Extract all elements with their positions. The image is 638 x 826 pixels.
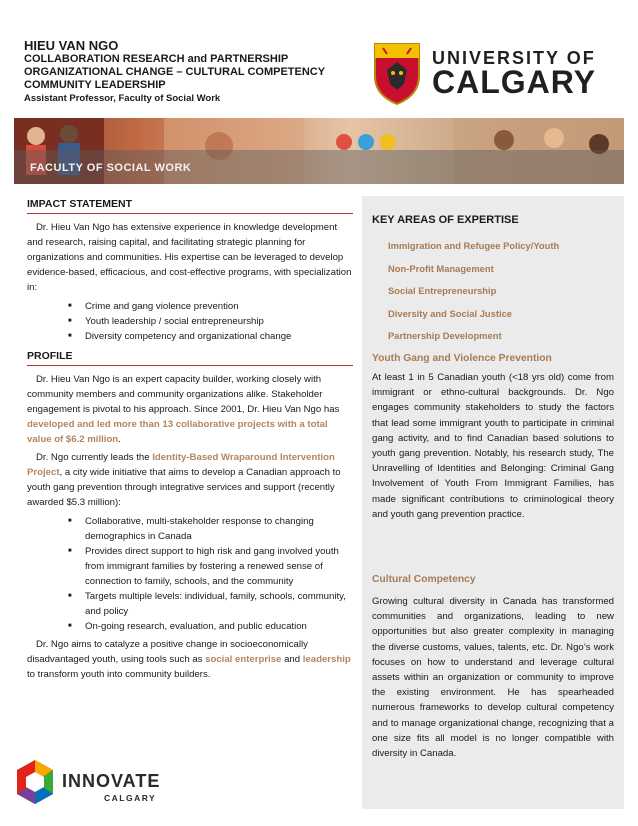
title-line-2: ORGANIZATIONAL CHANGE – CULTURAL COMPETENCY [24, 66, 326, 78]
expertise-heading: KEY AREAS OF EXPERTISE [372, 214, 519, 226]
list-item: Social Entrepreneurship [388, 285, 497, 296]
expertise-panel [362, 196, 624, 809]
author-name: HIEU VAN NGO [24, 38, 119, 53]
impact-bullets [27, 299, 353, 344]
youth-section [372, 353, 614, 522]
profile-paragraph-2 [27, 450, 353, 510]
text-span: and [281, 654, 303, 665]
text-span: Dr. Ngo aims to catalyze a positive change in socioeconomically disadvantaged youth, using tools such as [27, 639, 308, 665]
faculty-label: FACULTY OF SOCIAL WORK [30, 162, 192, 174]
header-block [24, 38, 364, 106]
cultural-section [372, 574, 614, 761]
highlight-projects: developed and led more than 13 collaborative projects with a total value of $6.2 million [27, 419, 328, 445]
profile-heading: PROFILE [27, 350, 353, 366]
impact-heading: IMPACT STATEMENT [27, 198, 353, 214]
text-span: Dr. Ngo currently leads the [36, 452, 153, 463]
impact-text: Dr. Hieu Van Ngo has extensive experience in knowledge development and research, raising capital, and facilitating strategic planning for organizations and communities. His expertise can be leveraged to develop evidence-based, efficacious, and cost-effective programs, with specialization in: [27, 222, 352, 293]
cultural-heading: Cultural Competency [372, 574, 476, 585]
left-column [27, 198, 353, 682]
university-name-line2: CALGARY [432, 64, 597, 100]
faculty-banner [14, 118, 624, 184]
text-span: , a city wide initiative that aims to develop a Canadian approach to youth gang prevention through integrative services and support (recently awarded $5.3 million): [27, 467, 341, 508]
list-item: Partnership Development [388, 330, 502, 341]
expertise-list [388, 240, 559, 353]
highlight-social-enterprise: social enterprise [205, 654, 282, 665]
position: Assistant Professor, Faculty of Social Work [24, 93, 221, 104]
list-item: Immigration and Refugee Policy/Youth [388, 240, 560, 251]
list-item: Diversity and Social Justice [388, 307, 513, 319]
university-crest-icon [371, 40, 423, 106]
list-item: ■ Diversity competency and organizational change [85, 329, 353, 344]
profile-bullets [27, 514, 353, 634]
calgary-wordmark: CALGARY [104, 793, 157, 803]
profile-paragraph-3 [27, 637, 353, 682]
highlight-leadership: leadership [302, 654, 351, 665]
title-line-3: COMMUNITY LEADERSHIP [24, 79, 166, 91]
profile-paragraph-1 [27, 372, 353, 447]
innovate-wordmark: INNOVATE [62, 771, 161, 791]
list-item: Non-Profit Management [388, 262, 494, 274]
highlight-wraparound-project: Identity-Based Wraparound Intervention Project [27, 452, 335, 478]
list-item: ■ Youth leadership / social entrepreneurship [85, 314, 353, 329]
text-span: Dr. Hieu Van Ngo is an expert capacity builder, working closely with community members and community organizations alike. Stakeholder engagement is pivotal to his approach. Since 2001, Dr. Hieu Van Ngo has [27, 374, 340, 415]
list-item: ■ Targets multiple levels: individual, family, schools, community, and policy [85, 589, 353, 619]
text-span: . [118, 434, 121, 445]
title-line-1: COLLABORATION RESEARCH and PARTNERSHIP [24, 53, 289, 65]
youth-text: At least 1 in 5 Canadian youth (<18 yrs old) come from immigrant or ethno-cultural backgrounds. Dr. Ngo engages community stakeholders to study the factors that lead some immigrant youth to participate in criminal gang activity, and to find Canadian based solutions to youth gang prevention. Notably, his research study, The Unravelling of Identities and Belonging: Criminal Gang Involvement of Youth From Immigrant Families, has made significant contributions to criminological theory and youth gang prevention practice. [372, 372, 614, 520]
innovate-logo-icon [14, 758, 56, 806]
university-name-line1: UNIVERSITY OF [432, 48, 596, 68]
list-item: ■ On-going research, evaluation, and public education [85, 619, 353, 634]
cultural-text: Growing cultural diversity in Canada has transformed communities and organizations, leading to new opportunities but also greater complexity in managing the diverse customs, values, talents, etc. Dr. Ngo’s work focuses on how to understand and leverage cultural assets within an organization or community to improve the existing environment. He has spearheaded numerous frameworks to develop cultural competency and to manage organizational change, recognizing that a one size fits all model is no longer compatible with diversity in Canada. [372, 596, 614, 760]
list-item: ■ Provides direct support to high risk and gang involved youth from immigrant families by fostering a renewed sense of connection to family, schools, and the community [85, 544, 353, 589]
youth-heading: Youth Gang and Violence Prevention [372, 353, 552, 364]
text-span: to transform youth into community builders. [27, 669, 211, 680]
list-item: ■ Crime and gang violence prevention [85, 299, 353, 314]
list-item: ■ Collaborative, multi-stakeholder response to changing demographics in Canada [85, 514, 353, 544]
